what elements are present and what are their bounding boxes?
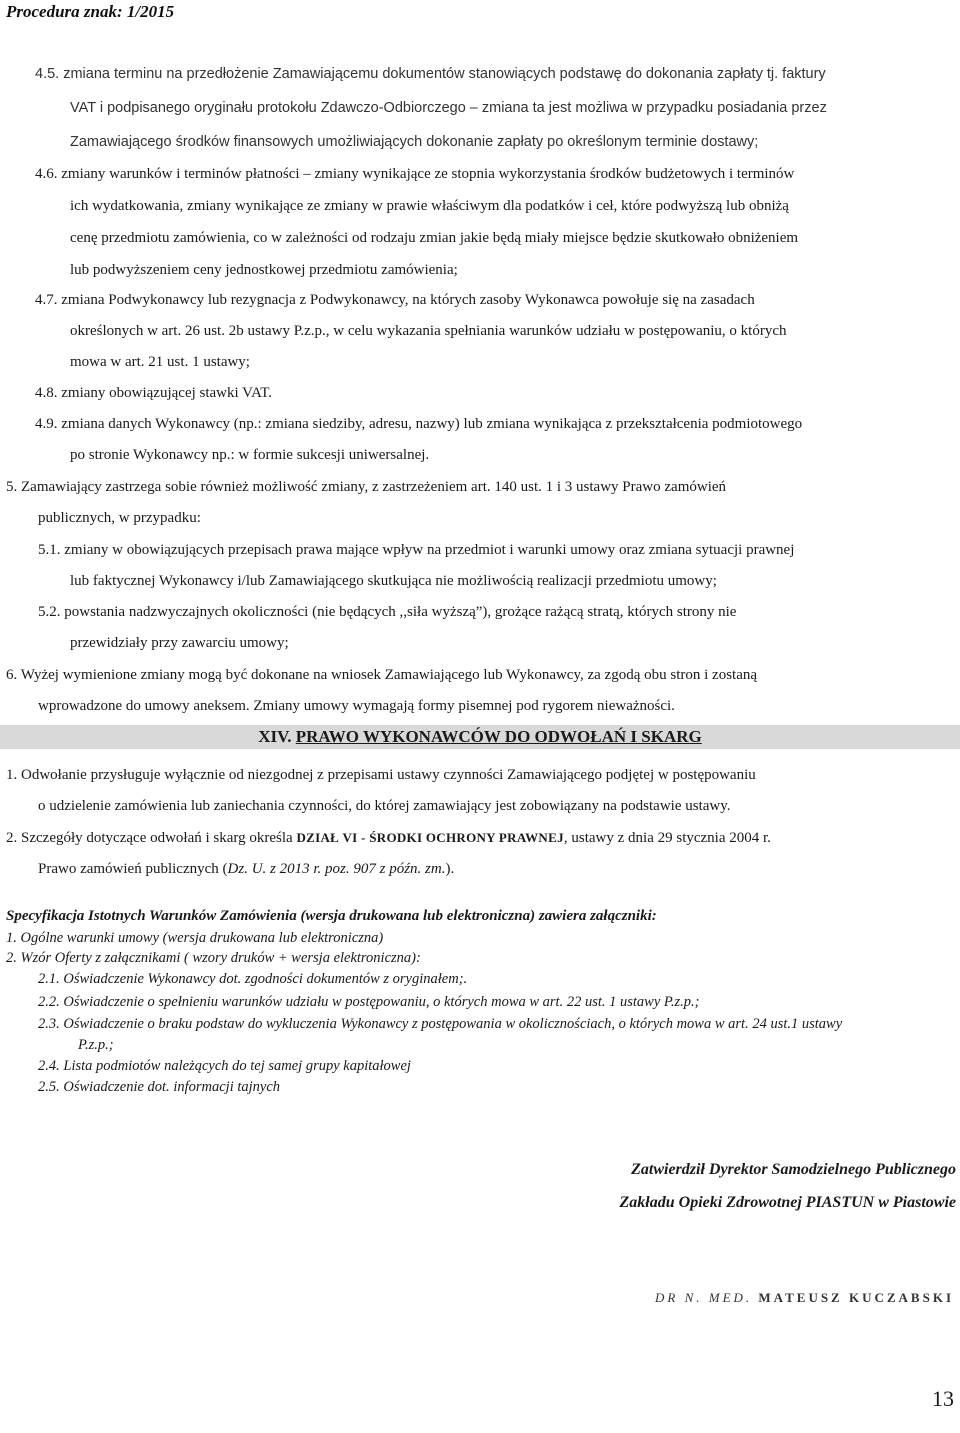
xiv-item-1-line-2: o udzielenie zamówienia lub zaniechania czynności, do której zamawiający jest zobowiązany na podstawie ustawy. xyxy=(38,798,731,814)
clause-5-1-line-1: 5.1. zmiany w obowiązujących przepisach prawa mające wpływ na przedmiot i warunki umowy oraz zmiana sytuacji prawnej xyxy=(38,542,795,558)
attachment-2: 2. Wzór Oferty z załącznikami ( wzory druków + wersja elektroniczna): xyxy=(6,950,421,966)
law-citation: Dz. U. z 2013 r. poz. 907 z późn. zm. xyxy=(227,861,446,877)
signer-name: MATEUSZ KUCZABSKI xyxy=(758,1290,954,1305)
clause-4-7-line-1: 4.7. zmiana Podwykonawcy lub rezygnacja z Podwykonawcy, na których zasoby Wykonawca powołuje się na zasadach xyxy=(35,292,755,308)
xiv-item-2-text: 2. Szczegóły dotyczące odwołań i skarg określa xyxy=(6,830,297,846)
xiv-item-2-line-2 xyxy=(38,859,454,879)
clause-5-line-2: publicznych, w przypadku: xyxy=(38,510,201,526)
attachment-2-5: 2.5. Oświadczenie dot. informacji tajnych xyxy=(38,1079,281,1095)
clause-4-9-line-1: 4.9. zmiana danych Wykonawcy (np.: zmiana siedziby, adresu, nazwy) lub zmiana wynikająca z przekształcenia podmiotowego xyxy=(35,416,803,432)
xiv-item-2-text-end: , ustawy z dnia 29 stycznia 2004 r. xyxy=(563,830,771,846)
clause-4-8-line-1: 4.8. zmiany obowiązującej stawki VAT. xyxy=(35,385,273,401)
attachment-2-3-cont: P.z.p.; xyxy=(78,1037,114,1053)
attachment-2-3: 2.3. Oświadczenie o braku podstaw do wykluczenia Wykonawcy z postępowania w okolicznościach, o których mowa w art. 24 ust.1 ustawy xyxy=(38,1016,843,1032)
chapter-number: XIV. xyxy=(258,727,292,746)
clause-4-6-line-4: lub podwyższeniem ceny jednostkowej przedmiotu zamówienia; xyxy=(70,262,458,278)
clause-5-2-line-1: 5.2. powstania nadzwyczajnych okoliczności (nie będących ,,siła wyższą”), grożące rażącą stratą, których strony nie xyxy=(38,604,737,620)
chapter-title: PRAWO WYKONAWCÓW DO ODWOŁAŃ I SKARG xyxy=(295,727,702,746)
clause-4-6-line-2: ich wydatkowania, zmiany wynikające ze zmiany w prawie właściwym dla podatków i ceł, które podwyższą lub obniżą xyxy=(70,198,789,214)
approval-line-1: Zatwierdził Dyrektor Samodzielnego Publicznego xyxy=(631,1161,956,1178)
clause-4-9-line-2: po stronie Wykonawcy np.: w formie sukcesji uniwersalnej. xyxy=(70,447,430,463)
clause-6-line-2: wprowadzone do umowy aneksem. Zmiany umowy wymagają formy pisemnej pod rygorem nieważności. xyxy=(38,698,675,714)
signer xyxy=(655,1290,954,1306)
page-number: 13 xyxy=(932,1386,954,1411)
attachment-2-1: 2.1. Oświadczenie Wykonawcy dot. zgodności dokumentów z oryginałem;. xyxy=(38,971,468,987)
xiv-item-1-line-1: 1. Odwołanie przysługuje wyłącznie od niezgodnej z przepisami ustawy czynności Zamawiającego podjętej w postępowaniu xyxy=(6,767,756,783)
law-citation-end: ). xyxy=(445,861,455,877)
attachment-1: 1. Ogólne warunki umowy (wersja drukowana lub elektroniczna) xyxy=(6,930,384,946)
clause-5-line-1: 5. Zamawiający zastrzega sobie również możliwość zmiany, z zastrzeżeniem art. 140 ust. 1 i 3 ustawy Prawo zamówień xyxy=(6,479,727,495)
xiv-item-2-dzial: DZIAŁ VI - ŚRODKI OCHRONY PRAWNEJ xyxy=(296,830,564,845)
document-header-title: Procedura znak: 1/2015 xyxy=(6,2,175,21)
clause-4-7-line-3: mowa w art. 21 ust. 1 ustawy; xyxy=(70,354,250,370)
clause-4-5-line-3: Zamawiającego środków finansowych umożliwiających dokonanie zapłaty po określonym terminie dostawy; xyxy=(70,134,759,150)
clause-4-5-line-2: VAT i podpisanego oryginału protokołu Zdawczo-Odbiorczego – zmiana ta jest możliwa w przypadku posiadania przez xyxy=(70,100,827,116)
law-name: Prawo zamówień publicznych ( xyxy=(38,861,228,877)
chapter-heading xyxy=(0,727,960,747)
clause-5-1-line-2: lub faktycznej Wykonawcy i/lub Zamawiającego skutkująca nie możliwością realizacji przedmiotu umowy; xyxy=(70,573,717,589)
xiv-item-2-line-1 xyxy=(6,828,771,848)
clause-4-6-line-1: 4.6. zmiany warunków i terminów płatności – zmiany wynikające ze stopnia wykorzystania środków budżetowych i terminów xyxy=(35,166,795,182)
attachment-2-4: 2.4. Lista podmiotów należących do tej samej grupy kapitałowej xyxy=(38,1058,411,1074)
clause-4-6-line-3: cenę przedmiotu zamówienia, co w zależności od rodzaju zmian jakie będą miały miejsce będzie skutkowało obniżeniem xyxy=(70,230,799,246)
clause-4-5-line-1: 4.5. zmiana terminu na przedłożenie Zamawiającemu dokumentów stanowiących podstawę do dokonania zapłaty tj. faktury xyxy=(35,66,826,82)
attachments-heading: Specyfikacja Istotnych Warunków Zamówienia (wersja drukowana lub elektroniczna) zawiera załączniki: xyxy=(6,908,657,924)
signer-title: DR N. MED. xyxy=(654,1290,753,1305)
clause-4-7-line-2: określonych w art. 26 ust. 2b ustawy P.z.p., w celu wykazania spełniania warunków udziału w postępowaniu, o których xyxy=(70,323,787,339)
clause-6-line-1: 6. Wyżej wymienione zmiany mogą być dokonane na wniosek Zamawiającego lub Wykonawcy, za zgodą obu stron i zostaną xyxy=(6,667,758,683)
approval-line-2: Zakładu Opieki Zdrowotnej PIASTUN w Piastowie xyxy=(619,1194,956,1211)
clause-5-2-line-2: przewidziały przy zawarciu umowy; xyxy=(70,635,289,651)
attachment-2-2: 2.2. Oświadczenie o spełnieniu warunków udziału w postępowaniu, o których mowa w art. 22 ust. 1 ustawy P.z.p.; xyxy=(38,994,700,1010)
